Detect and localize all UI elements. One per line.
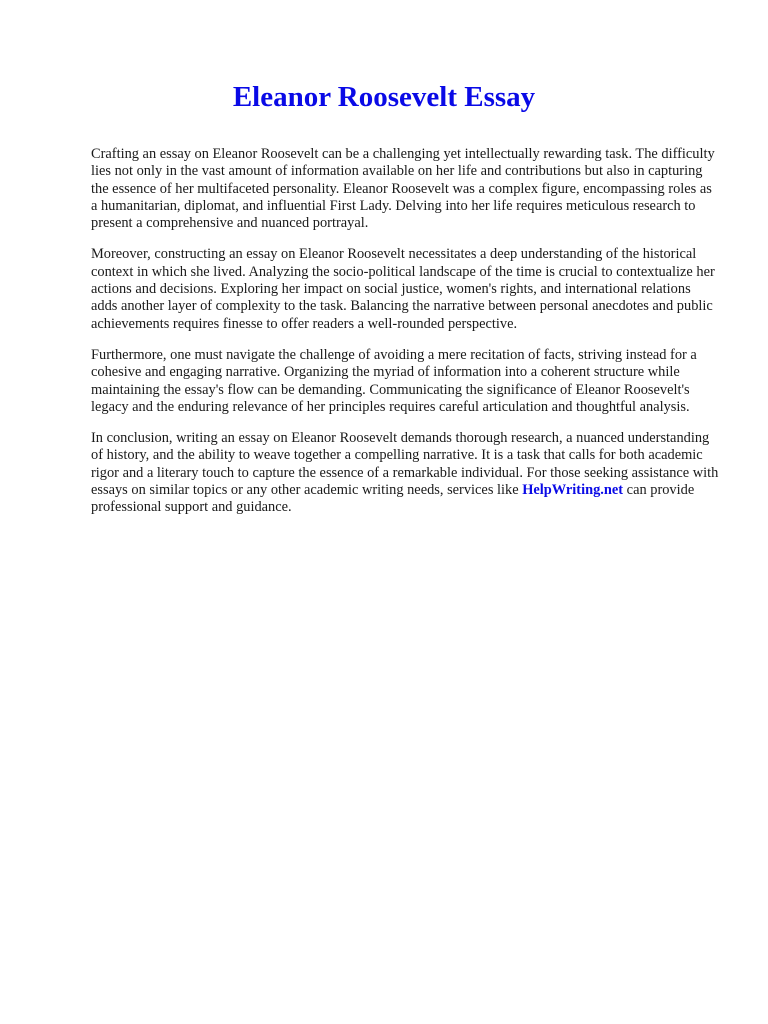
conclusion-text-after-link: can provide professional support and guidance. xyxy=(91,482,695,516)
paragraph-3: Furthermore, one must navigate the challenge of avoiding a mere recitation of facts, striving instead for a cohesive and engaging narrative. Organizing the myriad of information into a coherent structure while maintaining the essay's flow can be demanding. Communicating the significance of Eleanor Roosevelt's legacy and the enduring relevance of her principles requires careful articulation and thoughtful analysis. xyxy=(91,346,697,415)
conclusion-text-before-link: In conclusion, writing an essay on Eleanor Roosevelt demands thorough research, a nuanced understanding of history, and the ability to weave together a compelling narrative. It is a task that calls for both academic rigor and a literary touch to capture the essence of a remarkable individual. For those seeking assistance with essays on similar topics or any other academic writing needs, services like xyxy=(91,430,719,499)
paragraph-1: Crafting an essay on Eleanor Roosevelt can be a challenging yet intellectually rewarding task. The difficulty lies not only in the vast amount of information available on her life and contributions but also in capturing the essence of her multifaceted personality. Eleanor Roosevelt was a complex figure, encompassing roles as a humanitarian, diplomat, and influential First Lady. Delving into her life requires meticulous research to present a comprehensive and nuanced portrayal. xyxy=(91,146,715,232)
paragraph-conclusion xyxy=(91,430,719,516)
paragraph-2: Moreover, constructing an essay on Eleanor Roosevelt necessitates a deep understanding of the historical context in which she lived. Analyzing the socio-political landscape of the time is crucial to contextualize her actions and decisions. Exploring her impact on social justice, women's rights, and international relations adds another layer of complexity to the task. Balancing the narrative between personal anecdotes and public achievements requires finesse to offer readers a well-rounded perspective. xyxy=(91,246,715,332)
helpwriting-link[interactable]: HelpWriting.net xyxy=(522,482,624,499)
essay-body xyxy=(91,146,719,531)
page-title: Eleanor Roosevelt Essay xyxy=(232,81,536,113)
